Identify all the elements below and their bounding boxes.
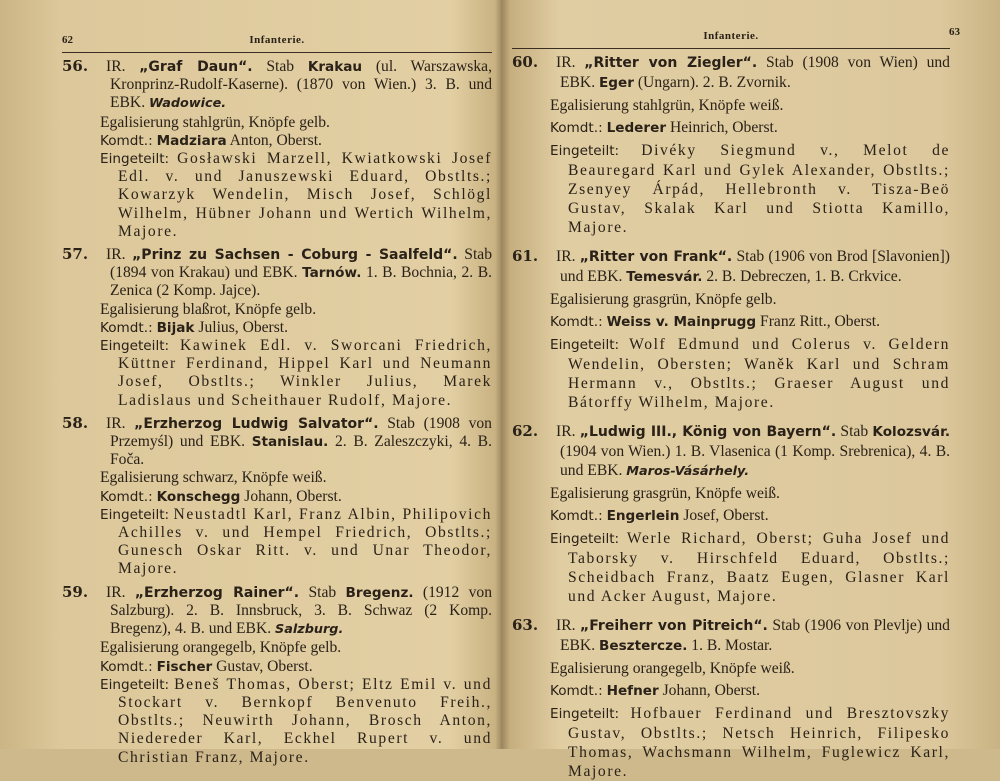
kommandant <box>512 118 950 138</box>
ein-label: Eingeteilt: <box>550 337 620 353</box>
stab-text: Stab <box>266 58 295 75</box>
regiment-name: „Ludwig III., König von Bayern“. <box>579 424 837 440</box>
stab-city: Stanislau. <box>251 434 329 451</box>
ein-label: Eingeteilt: <box>550 706 620 722</box>
regiment-entry <box>512 616 950 781</box>
komdt-name: Fischer <box>156 658 213 675</box>
page-number: 63 <box>949 26 960 38</box>
entry-head <box>62 245 492 301</box>
ein-text: Neustadtl Karl, Franz Albin, Philipovich Achilles v. und Hempel Friedrich, Obstlts.; Gunesch Oskar Ritt. v. und Unar Theodor, Majore. <box>118 505 492 578</box>
stab-city: Krakau <box>307 59 363 75</box>
stab-text: (1912 von Salzburg). 2. B. Innsbruck, 3. B. Schwaz (2 Komp. Bregenz), 4. B. und EBK. <box>110 583 493 638</box>
stab-text: (ul. Warszawska, Kronprinz-Rudolf-Kaserne). (1870 von Wien.) 3. B. und EBK. <box>110 58 492 112</box>
stab-city: Tarnów. <box>302 265 362 282</box>
komdt-label: Komdt.: <box>100 132 153 149</box>
eingeteilt <box>62 337 492 410</box>
kommandant <box>62 319 492 337</box>
regiment-number: 57. <box>62 245 89 264</box>
entry-head <box>512 247 950 287</box>
kommandant <box>512 506 950 526</box>
komdt-label: Komdt.: <box>100 319 153 336</box>
stab-city: Kolozsvár. <box>872 424 951 440</box>
ein-label: Eingeteilt: <box>100 338 170 355</box>
ir-label: IR. <box>556 617 576 634</box>
kommandant <box>62 132 492 150</box>
komdt-rest: Heinrich, Oberst. <box>669 119 778 136</box>
komdt-rest: Julius, Oberst. <box>198 318 289 336</box>
ein-text: Kawinek Edl. v. Sworcani Friedrich, Küttner Ferdinand, Hippel Karl und Neumann Josef, Obstlts.; Winkler Julius, Marek Ladislaus und Scheithauer Rudolf, Majore. <box>118 337 492 409</box>
ein-text: Divéky Siegmund v., Melot de Beauregard Karl und Gylek Alexander, Obstlts.; Zsenyey Árpád, Hellebronth v. Tisza-Beö Gustav, Skalak Karl und Stiotta Kamillo, Majore. <box>568 142 950 236</box>
regiment-name: „Graf Daun“. <box>139 59 253 75</box>
stab-text: Stab (1906 von Plevlje) und EBK. <box>560 617 950 654</box>
stab-city: Besztercze. <box>599 638 688 654</box>
regiment-entry <box>62 245 492 410</box>
regiment-entry <box>512 53 950 237</box>
ir-label: IR. <box>556 248 576 265</box>
ein-text: Wolf Edmund und Colerus v. Geldern Wendelin, Obersten; Waněk Karl und Schram Hermann v., Obstlts.; Graeser August und Bátorffy Wilhelm, Majore. <box>568 336 950 411</box>
regiment-entry <box>62 583 492 767</box>
regiment-name: „Ritter von Frank“. <box>579 249 733 265</box>
komdt-label: Komdt.: <box>550 120 603 136</box>
komdt-name: Engerlein <box>606 508 680 524</box>
stab-text: 2. B. Zaleszczyki, 4. B. Foča. <box>110 433 492 469</box>
ein-label: Eingeteilt: <box>100 151 170 168</box>
stab-text: Stab <box>840 423 869 440</box>
kommandant <box>62 488 492 506</box>
komdt-name: Lederer <box>606 120 667 136</box>
regiment-entry <box>512 247 950 412</box>
regiment-entry <box>62 414 492 579</box>
egalisierung: Egalisierung blaßrot, Knöpfe gelb. <box>100 300 317 318</box>
stab-city: Eger <box>599 75 634 91</box>
komdt-name: Bijak <box>156 319 195 336</box>
running-title: Infanterie. <box>703 30 759 42</box>
ir-label: IR. <box>106 414 126 432</box>
komdt-label: Komdt.: <box>550 683 603 699</box>
egalisierung: Egalisierung schwarz, Knöpfe weiß. <box>100 469 327 487</box>
stab-text: Stab (1908 von Wien) und EBK. <box>560 54 950 91</box>
eingeteilt <box>62 150 492 241</box>
entry-head <box>512 422 950 481</box>
komdt-rest: Johann, Oberst. <box>244 487 342 505</box>
stab-text: Stab (1894 von Krakau) und EBK. <box>110 246 492 282</box>
komdt-rest: Franz Ritt., Oberst. <box>760 313 881 330</box>
entry-head <box>512 53 950 93</box>
komdt-rest: Josef, Oberst. <box>683 507 769 524</box>
regiment-entry <box>512 422 950 606</box>
right-page <box>500 0 1000 780</box>
ein-text: Hofbauer Ferdinand und Bresztovszky Gustav, Obstlts.; Netsch Heinrich, Filipesko Thomas, Wachsmann Wilhelm, Fuglewicz Karl, Majore. <box>568 705 950 780</box>
regiment-number: 56. <box>62 57 89 75</box>
egalisierung: Egalisierung orangegelb, Knöpfe gelb. <box>100 639 342 657</box>
regiment-name: „Freiherr von Pitreich“. <box>580 618 768 634</box>
left-entries <box>62 57 492 767</box>
kommandant <box>512 312 950 332</box>
ir-label: IR. <box>106 246 126 264</box>
right-entries <box>512 53 950 781</box>
komdt-label: Komdt.: <box>100 658 153 675</box>
ein-text: Gosławski Marzell, Kwiatkowski Josef Edl. v. und Januszewski Eduard, Obstlts.; Kowarzyk Wendelin, Misch Josef, Schlögl Wilhelm, Hübner Johann und Wertich Wilhelm, Majore. <box>118 150 492 240</box>
komdt-rest: Johann, Oberst. <box>662 682 761 699</box>
stab-text: 1. B. Bochnia, 2. B. Zenica (2 Komp. Jajce). <box>110 264 492 300</box>
stab-text: 2. B. Debreczen, 1. B. Crkvice. <box>706 268 902 285</box>
kommandant <box>62 658 492 676</box>
ein-label: Eingeteilt: <box>100 506 170 523</box>
stab-text: Stab <box>308 583 337 601</box>
regiment-number: 61. <box>512 247 539 265</box>
ir-label: IR. <box>556 423 576 440</box>
komdt-name: Weiss v. Mainprugg <box>606 314 757 330</box>
ebk-city: Wadowice. <box>149 96 227 112</box>
regiment-number: 59. <box>62 582 89 601</box>
komdt-name: Hefner <box>606 683 659 699</box>
kommandant <box>512 681 950 701</box>
egalisierung: Egalisierung stahlgrün, Knöpfe gelb. <box>100 113 330 131</box>
regiment-name: „Prinz zu Sachsen - Coburg - Saalfeld“. <box>132 247 458 264</box>
ein-label: Eingeteilt: <box>550 531 620 547</box>
stab-text: (Ungarn). 2. B. Zvornik. <box>637 74 791 91</box>
stab-text: (1904 von Wien.) 1. B. Vlasenica (1 Komp. Srebrenica), 4. B. und EBK. <box>560 443 950 479</box>
egalisierung: Egalisierung stahlgrün, Knöpfe weiß. <box>550 97 784 114</box>
komdt-rest: Gustav, Oberst. <box>216 657 313 675</box>
regiment-number: 60. <box>512 53 539 71</box>
stab-text: 1. B. Mostar. <box>691 637 773 654</box>
regiment-number: 62. <box>512 422 539 440</box>
ebk-city: Maros-Vásárhely. <box>626 464 750 479</box>
ein-text: Werle Richard, Oberst; Guha Josef und Taborsky v. Hirschfeld Eduard, Obstlts.; Scheidbach Franz, Baatz Eugen, Glasner Karl und Acker August, Majore. <box>568 530 950 605</box>
page-number: 62 <box>62 34 73 46</box>
eingeteilt <box>62 676 492 767</box>
ir-label: IR. <box>106 583 126 601</box>
ein-label: Eingeteilt: <box>100 676 170 693</box>
stab-city: Temesvár. <box>626 269 703 285</box>
eingeteilt <box>512 704 950 781</box>
left-page-header <box>62 32 492 53</box>
ein-text: Beneš Thomas, Oberst; Eltz Emil v. und Stockart v. Bernkopf Benvenuto Freih., Obstlts.; Neuwirth Johann, Brosch Anton, Niedereder Karl, Eckhel Rupert v. und Christian Franz, Majore. <box>118 675 492 766</box>
entry-head <box>512 616 950 656</box>
komdt-rest: Anton, Oberst. <box>229 131 322 149</box>
eingeteilt <box>512 335 950 412</box>
stab-city: Bregenz. <box>345 584 414 601</box>
eingeteilt <box>62 506 492 579</box>
regiment-entry <box>62 57 492 241</box>
stab-text: Stab (1906 von Brod [Slavonien]) und EBK. <box>560 248 950 285</box>
entry-head <box>62 57 492 114</box>
regiment-number: 58. <box>62 413 89 432</box>
ein-label: Eingeteilt: <box>550 143 620 159</box>
komdt-label: Komdt.: <box>100 488 153 505</box>
ebk-city: Salzburg. <box>275 622 344 638</box>
eingeteilt <box>512 529 950 606</box>
eingeteilt <box>512 141 950 237</box>
ir-label: IR. <box>556 54 576 71</box>
komdt-name: Madziara <box>156 132 227 149</box>
running-title: Infanterie. <box>249 34 305 46</box>
regiment-name: „Erzherzog Ludwig Salvator“. <box>134 415 379 432</box>
left-page <box>0 0 500 766</box>
regiment-number: 63. <box>512 616 539 634</box>
egalisierung: Egalisierung grasgrün, Knöpfe gelb. <box>550 291 777 308</box>
egalisierung: Egalisierung orangegelb, Knöpfe weiß. <box>550 660 795 677</box>
komdt-label: Komdt.: <box>550 508 603 524</box>
egalisierung: Egalisierung grasgrün, Knöpfe weiß. <box>550 485 780 502</box>
ir-label: IR. <box>106 58 126 75</box>
stab-text: Stab (1908 von Przemyśl) und EBK. <box>110 414 492 451</box>
right-page-header <box>512 26 960 49</box>
komdt-name: Konschegg <box>156 488 241 505</box>
regiment-name: „Erzherzog Rainer“. <box>134 584 300 601</box>
regiment-name: „Ritter von Ziegler“. <box>584 55 758 71</box>
entry-head <box>62 583 492 640</box>
komdt-label: Komdt.: <box>550 314 603 330</box>
entry-head <box>62 414 492 470</box>
